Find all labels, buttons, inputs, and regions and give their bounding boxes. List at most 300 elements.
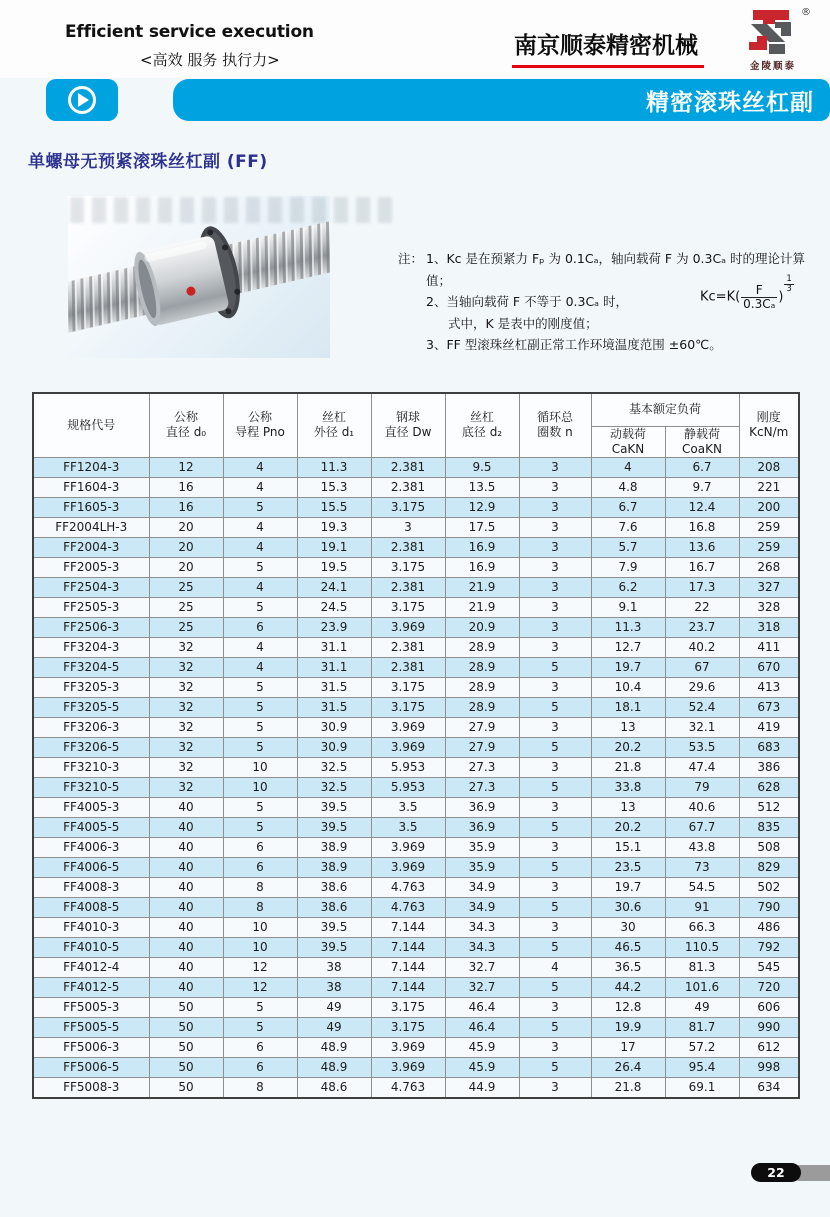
table-cell: 20.2 (591, 817, 665, 837)
table-cell: 19.9 (591, 1017, 665, 1037)
table-cell: 3 (519, 637, 591, 657)
table-row (33, 977, 799, 997)
table-cell: 95.4 (665, 1057, 739, 1077)
page-number-badge: 22 (751, 1163, 801, 1182)
table-cell: 2.381 (371, 537, 445, 557)
table-cell: 11.3 (297, 457, 371, 477)
table-cell: 4 (591, 457, 665, 477)
table-cell: 673 (739, 697, 799, 717)
table-cell: 40 (149, 877, 223, 897)
table-cell: 24.1 (297, 577, 371, 597)
stiffness-formula (700, 275, 794, 311)
table-cell: 40 (149, 917, 223, 937)
table-cell: 634 (739, 1077, 799, 1098)
table-cell: FF4012-5 (33, 977, 149, 997)
table-cell: 3.175 (371, 557, 445, 577)
table-cell: 16.9 (445, 557, 519, 577)
registered-mark: ® (801, 7, 811, 18)
col-static-load: 静载荷 CoaKN (665, 426, 739, 457)
table-row (33, 597, 799, 617)
table-cell: 2.381 (371, 577, 445, 597)
table-cell: 40 (149, 957, 223, 977)
table-cell: 35.9 (445, 857, 519, 877)
table-cell: 5 (223, 697, 297, 717)
table-cell: 48.9 (297, 1057, 371, 1077)
table-cell: FF1604-3 (33, 477, 149, 497)
table-row (33, 1017, 799, 1037)
table-cell: 16 (149, 477, 223, 497)
table-cell: 5 (519, 777, 591, 797)
table-cell: 19.1 (297, 537, 371, 557)
table-cell: 27.9 (445, 717, 519, 737)
company-logo (737, 7, 811, 72)
table-cell: 7.144 (371, 917, 445, 937)
table-cell: FF5006-3 (33, 1037, 149, 1057)
table-cell: 6 (223, 837, 297, 857)
table-cell: 12.4 (665, 497, 739, 517)
table-cell: 26.4 (591, 1057, 665, 1077)
table-cell: 32.5 (297, 777, 371, 797)
table-cell: 44.9 (445, 1077, 519, 1098)
table-cell: 5 (223, 817, 297, 837)
table-cell: 91 (665, 897, 739, 917)
table-row (33, 737, 799, 757)
logo-caption: 金陵顺泰 (749, 61, 796, 72)
table-cell: 2.381 (371, 657, 445, 677)
formula-numerator: F (741, 284, 777, 298)
table-cell: 45.9 (445, 1057, 519, 1077)
table-cell: 19.3 (297, 517, 371, 537)
table-row (33, 957, 799, 977)
table-cell: 3 (519, 797, 591, 817)
table-row (33, 877, 799, 897)
table-cell: 28.9 (445, 677, 519, 697)
table-cell: 10 (223, 757, 297, 777)
table-cell: 52.4 (665, 697, 739, 717)
formula-exponent-den: 3 (786, 283, 792, 294)
table-cell: 39.5 (297, 917, 371, 937)
table-row (33, 757, 799, 777)
table-cell: 3.5 (371, 797, 445, 817)
table-cell: FF4005-3 (33, 797, 149, 817)
table-row (33, 1077, 799, 1098)
table-cell: 5 (223, 997, 297, 1017)
table-cell: 829 (739, 857, 799, 877)
table-cell: 5 (519, 1057, 591, 1077)
table-cell: 328 (739, 597, 799, 617)
table-cell: 512 (739, 797, 799, 817)
table-cell: 49 (297, 1017, 371, 1037)
table-cell: 3 (519, 557, 591, 577)
table-cell: 13.5 (445, 477, 519, 497)
note-line-4: 3、FF 型滚珠丝杠副正常工作环境温度范围 ±60℃。 (426, 337, 722, 352)
table-cell: 21.8 (591, 757, 665, 777)
table-cell: 7.144 (371, 957, 445, 977)
table-cell: FF3210-5 (33, 777, 149, 797)
table-cell: 40 (149, 897, 223, 917)
table-cell: 40 (149, 937, 223, 957)
table-cell: 20.9 (445, 617, 519, 637)
table-cell: 16.7 (665, 557, 739, 577)
table-cell: 11.3 (591, 617, 665, 637)
formula-rhs: ) (778, 289, 784, 305)
table-cell: 27.3 (445, 777, 519, 797)
table-cell: 3 (519, 677, 591, 697)
table-cell: 3.969 (371, 617, 445, 637)
table-cell: 3 (519, 577, 591, 597)
table-cell: 7.9 (591, 557, 665, 577)
table-cell: 25 (149, 597, 223, 617)
table-cell: 3.969 (371, 857, 445, 877)
table-cell: 3 (519, 837, 591, 857)
table-cell: FF4010-3 (33, 917, 149, 937)
table-cell: FF5008-3 (33, 1077, 149, 1098)
table-cell: 30 (591, 917, 665, 937)
slogan-chinese: <高效 服务 执行力> (140, 51, 280, 69)
table-cell: 20 (149, 557, 223, 577)
table-cell: 40 (149, 977, 223, 997)
table-cell: 612 (739, 1037, 799, 1057)
table-cell: 32 (149, 717, 223, 737)
table-row (33, 617, 799, 637)
table-cell: 670 (739, 657, 799, 677)
table-cell: FF1605-3 (33, 497, 149, 517)
ballscrew-photo (68, 196, 330, 358)
table-cell: 5 (519, 897, 591, 917)
table-cell: FF4005-5 (33, 817, 149, 837)
table-row (33, 837, 799, 857)
table-cell: 3 (519, 477, 591, 497)
formula-denominator: 0.3Cₐ (743, 296, 776, 311)
table-cell: FF1204-3 (33, 457, 149, 477)
table-cell: 3 (519, 597, 591, 617)
table-cell: 39.5 (297, 817, 371, 837)
table-cell: 50 (149, 1037, 223, 1057)
table-cell: FF4006-3 (33, 837, 149, 857)
col-nominal-diameter: 公称 直径 d₀ (149, 393, 223, 457)
table-cell: 45.9 (445, 1037, 519, 1057)
table-cell: 5 (223, 597, 297, 617)
table-cell: 47.4 (665, 757, 739, 777)
table-row (33, 777, 799, 797)
table-cell: 2.381 (371, 457, 445, 477)
table-cell: 3.969 (371, 1037, 445, 1057)
table-cell: FF4010-5 (33, 937, 149, 957)
table-cell: 327 (739, 577, 799, 597)
table-cell: 46.5 (591, 937, 665, 957)
table-cell: 23.5 (591, 857, 665, 877)
table-cell: 34.9 (445, 877, 519, 897)
table-cell: 4 (519, 957, 591, 977)
note-line-2: 2、当轴向载荷 F 不等于 0.3Cₐ 时， (426, 294, 629, 309)
table-cell: 38 (297, 957, 371, 977)
table-cell: 411 (739, 637, 799, 657)
table-cell: 3.969 (371, 1057, 445, 1077)
table-cell: 12.8 (591, 997, 665, 1017)
table-cell: 50 (149, 1057, 223, 1077)
table-cell: FF3210-3 (33, 757, 149, 777)
table-cell: FF4006-5 (33, 857, 149, 877)
table-cell: 3 (519, 457, 591, 477)
table-cell: 22 (665, 597, 739, 617)
table-cell: 3 (519, 497, 591, 517)
col-root-diameter: 丝杠 底径 d₂ (445, 393, 519, 457)
table-cell: 12 (223, 957, 297, 977)
table-header (33, 393, 799, 457)
table-cell: 39.5 (297, 937, 371, 957)
table-row (33, 797, 799, 817)
table-cell: 38.6 (297, 897, 371, 917)
table-cell: 25 (149, 617, 223, 637)
table-cell: 835 (739, 817, 799, 837)
table-cell: 17.5 (445, 517, 519, 537)
table-cell: 49 (665, 997, 739, 1017)
table-cell: 32.1 (665, 717, 739, 737)
table-cell: 50 (149, 997, 223, 1017)
table-cell: 4 (223, 637, 297, 657)
table-cell: 628 (739, 777, 799, 797)
table-row (33, 477, 799, 497)
table-cell: 21.9 (445, 577, 519, 597)
table-cell: FF5005-3 (33, 997, 149, 1017)
table-cell: 20 (149, 517, 223, 537)
table-cell: 19.7 (591, 877, 665, 897)
table-cell: 3.175 (371, 677, 445, 697)
table-cell: 4.763 (371, 897, 445, 917)
table-cell: 38.9 (297, 837, 371, 857)
table-cell: 5 (223, 737, 297, 757)
table-cell: 19.5 (297, 557, 371, 577)
table-row (33, 897, 799, 917)
table-cell: FF2505-3 (33, 597, 149, 617)
table-cell: 6 (223, 1057, 297, 1077)
table-cell: 12.9 (445, 497, 519, 517)
table-cell: 268 (739, 557, 799, 577)
table-cell: 32.5 (297, 757, 371, 777)
table-cell: 990 (739, 1017, 799, 1037)
table-cell: 30.9 (297, 717, 371, 737)
table-row (33, 857, 799, 877)
table-cell: 19.7 (591, 657, 665, 677)
table-cell: 683 (739, 737, 799, 757)
table-row (33, 997, 799, 1017)
table-cell: 3.969 (371, 837, 445, 857)
table-cell: 4 (223, 577, 297, 597)
table-cell: 208 (739, 457, 799, 477)
table-cell: 31.5 (297, 697, 371, 717)
table-cell: 35.9 (445, 837, 519, 857)
table-cell: 5 (223, 717, 297, 737)
table-cell: 3.175 (371, 697, 445, 717)
table-row (33, 657, 799, 677)
table-cell: 259 (739, 537, 799, 557)
notes-label: 注： (398, 251, 424, 266)
table-cell: 6.2 (591, 577, 665, 597)
table-cell: 792 (739, 937, 799, 957)
note-line-1: 1、Kc 是在预紧力 Fₚ 为 0.1Cₐ，轴向载荷 F 为 0.3Cₐ 时的理论计算值； (426, 251, 806, 288)
table-cell: 46.4 (445, 997, 519, 1017)
table-cell: 3 (519, 537, 591, 557)
table-cell: 12 (149, 457, 223, 477)
table-cell: 32 (149, 677, 223, 697)
table-cell: FF2506-3 (33, 617, 149, 637)
table-cell: 27.3 (445, 757, 519, 777)
table-cell: 12.7 (591, 637, 665, 657)
table-cell: 4.8 (591, 477, 665, 497)
formula-lhs: Kc=K( (700, 289, 741, 305)
table-cell: 40 (149, 857, 223, 877)
table-cell: FF5005-5 (33, 1017, 149, 1037)
table-cell: 419 (739, 717, 799, 737)
table-cell: 502 (739, 877, 799, 897)
table-cell: 34.3 (445, 917, 519, 937)
table-cell: 32 (149, 737, 223, 757)
table-cell: 3 (519, 757, 591, 777)
table-cell: 3 (519, 877, 591, 897)
table-cell: FF2004LH-3 (33, 517, 149, 537)
table-cell: 16 (149, 497, 223, 517)
table-cell: 3.175 (371, 597, 445, 617)
table-cell: 5 (519, 817, 591, 837)
table-cell: FF2504-3 (33, 577, 149, 597)
table-row (33, 817, 799, 837)
table-cell: 4 (223, 537, 297, 557)
table-cell: 8 (223, 877, 297, 897)
ts-logo-mark (745, 10, 797, 56)
table-cell: 2.381 (371, 637, 445, 657)
table-cell: 2.381 (371, 477, 445, 497)
table-cell: 23.9 (297, 617, 371, 637)
table-cell: 46.4 (445, 1017, 519, 1037)
table-cell: 5 (519, 697, 591, 717)
table-cell: 3 (371, 517, 445, 537)
table-cell: 6 (223, 1037, 297, 1057)
table-cell: 3 (519, 617, 591, 637)
table-cell: 21.9 (445, 597, 519, 617)
table-cell: FF2005-3 (33, 557, 149, 577)
table-cell: 40.2 (665, 637, 739, 657)
table-cell: 15.1 (591, 837, 665, 857)
table-cell: 28.9 (445, 697, 519, 717)
table-cell: 36.9 (445, 817, 519, 837)
note-line-3: 式中，K 是表中的刚度值； (448, 315, 598, 331)
table-cell: 31.5 (297, 677, 371, 697)
table-cell: 5 (223, 497, 297, 517)
table-row (33, 917, 799, 937)
col-group-rated-load: 基本额定负荷 (591, 393, 739, 426)
table-row (33, 497, 799, 517)
table-cell: 3 (519, 997, 591, 1017)
table-cell: 8 (223, 897, 297, 917)
table-cell: 5 (519, 857, 591, 877)
table-cell: 10 (223, 917, 297, 937)
table-cell: 24.5 (297, 597, 371, 617)
table-row (33, 577, 799, 597)
table-cell: 5 (519, 737, 591, 757)
play-icon (68, 86, 96, 114)
table-cell: 27.9 (445, 737, 519, 757)
table-cell: 5 (223, 1017, 297, 1037)
table-cell: FF4008-5 (33, 897, 149, 917)
table-cell: 4 (223, 657, 297, 677)
table-cell: 43.8 (665, 837, 739, 857)
table-cell: 3.175 (371, 997, 445, 1017)
table-cell: 4 (223, 477, 297, 497)
table-cell: 7.144 (371, 977, 445, 997)
table-cell: FF3205-3 (33, 677, 149, 697)
table-cell: 54.5 (665, 877, 739, 897)
table-cell: 720 (739, 977, 799, 997)
table-cell: 15.3 (297, 477, 371, 497)
banner-play-block (46, 79, 118, 121)
table-cell: 66.3 (665, 917, 739, 937)
table-cell: 413 (739, 677, 799, 697)
col-stiffness: 刚度 KcN/m (739, 393, 799, 457)
table-cell: 79 (665, 777, 739, 797)
table-row (33, 697, 799, 717)
table-cell: 36.5 (591, 957, 665, 977)
table-cell: 50 (149, 1017, 223, 1037)
table-cell: 53.5 (665, 737, 739, 757)
table-cell: 4.763 (371, 1077, 445, 1098)
table-cell: 29.6 (665, 677, 739, 697)
table-cell: 36.9 (445, 797, 519, 817)
table-row (33, 557, 799, 577)
table-cell: 7.6 (591, 517, 665, 537)
table-cell: 9.7 (665, 477, 739, 497)
table-cell: 28.9 (445, 637, 519, 657)
play-triangle-icon (78, 93, 89, 107)
col-dynamic-load: 动载荷 CaKN (591, 426, 665, 457)
col-ball-diameter: 钢球 直径 Dw (371, 393, 445, 457)
company-name: 南京顺泰精密机械 (512, 27, 704, 68)
table-cell: 32 (149, 637, 223, 657)
table-cell: 6.7 (591, 497, 665, 517)
table-cell: 38.9 (297, 857, 371, 877)
table-cell: 32 (149, 697, 223, 717)
table-cell: 67 (665, 657, 739, 677)
table-cell: 5.953 (371, 757, 445, 777)
table-cell: 17 (591, 1037, 665, 1057)
table-cell: 221 (739, 477, 799, 497)
table-cell: 7.144 (371, 937, 445, 957)
table-cell: 18.1 (591, 697, 665, 717)
table-cell: FF3206-3 (33, 717, 149, 737)
table-cell: 5.7 (591, 537, 665, 557)
table-cell: 32 (149, 657, 223, 677)
section-title: 单螺母无预紧滚珠丝杠副 (FF) (28, 152, 268, 172)
table-cell: 40 (149, 837, 223, 857)
table-cell: 5.953 (371, 777, 445, 797)
table-body (33, 457, 799, 1098)
table-cell: 3.175 (371, 497, 445, 517)
table-cell: 16.9 (445, 537, 519, 557)
table-cell: 32.7 (445, 977, 519, 997)
table-cell: 31.1 (297, 637, 371, 657)
table-cell: 32.7 (445, 957, 519, 977)
table-cell: FF3204-5 (33, 657, 149, 677)
table-cell: 49 (297, 997, 371, 1017)
table-cell: 30.9 (297, 737, 371, 757)
table-cell: 386 (739, 757, 799, 777)
table-cell: 545 (739, 957, 799, 977)
table-cell: 81.7 (665, 1017, 739, 1037)
table-cell: 5 (519, 977, 591, 997)
table-cell: 9.1 (591, 597, 665, 617)
banner-title: 精密滚珠丝杠副 (646, 89, 814, 116)
table-cell: 28.9 (445, 657, 519, 677)
table-row (33, 637, 799, 657)
